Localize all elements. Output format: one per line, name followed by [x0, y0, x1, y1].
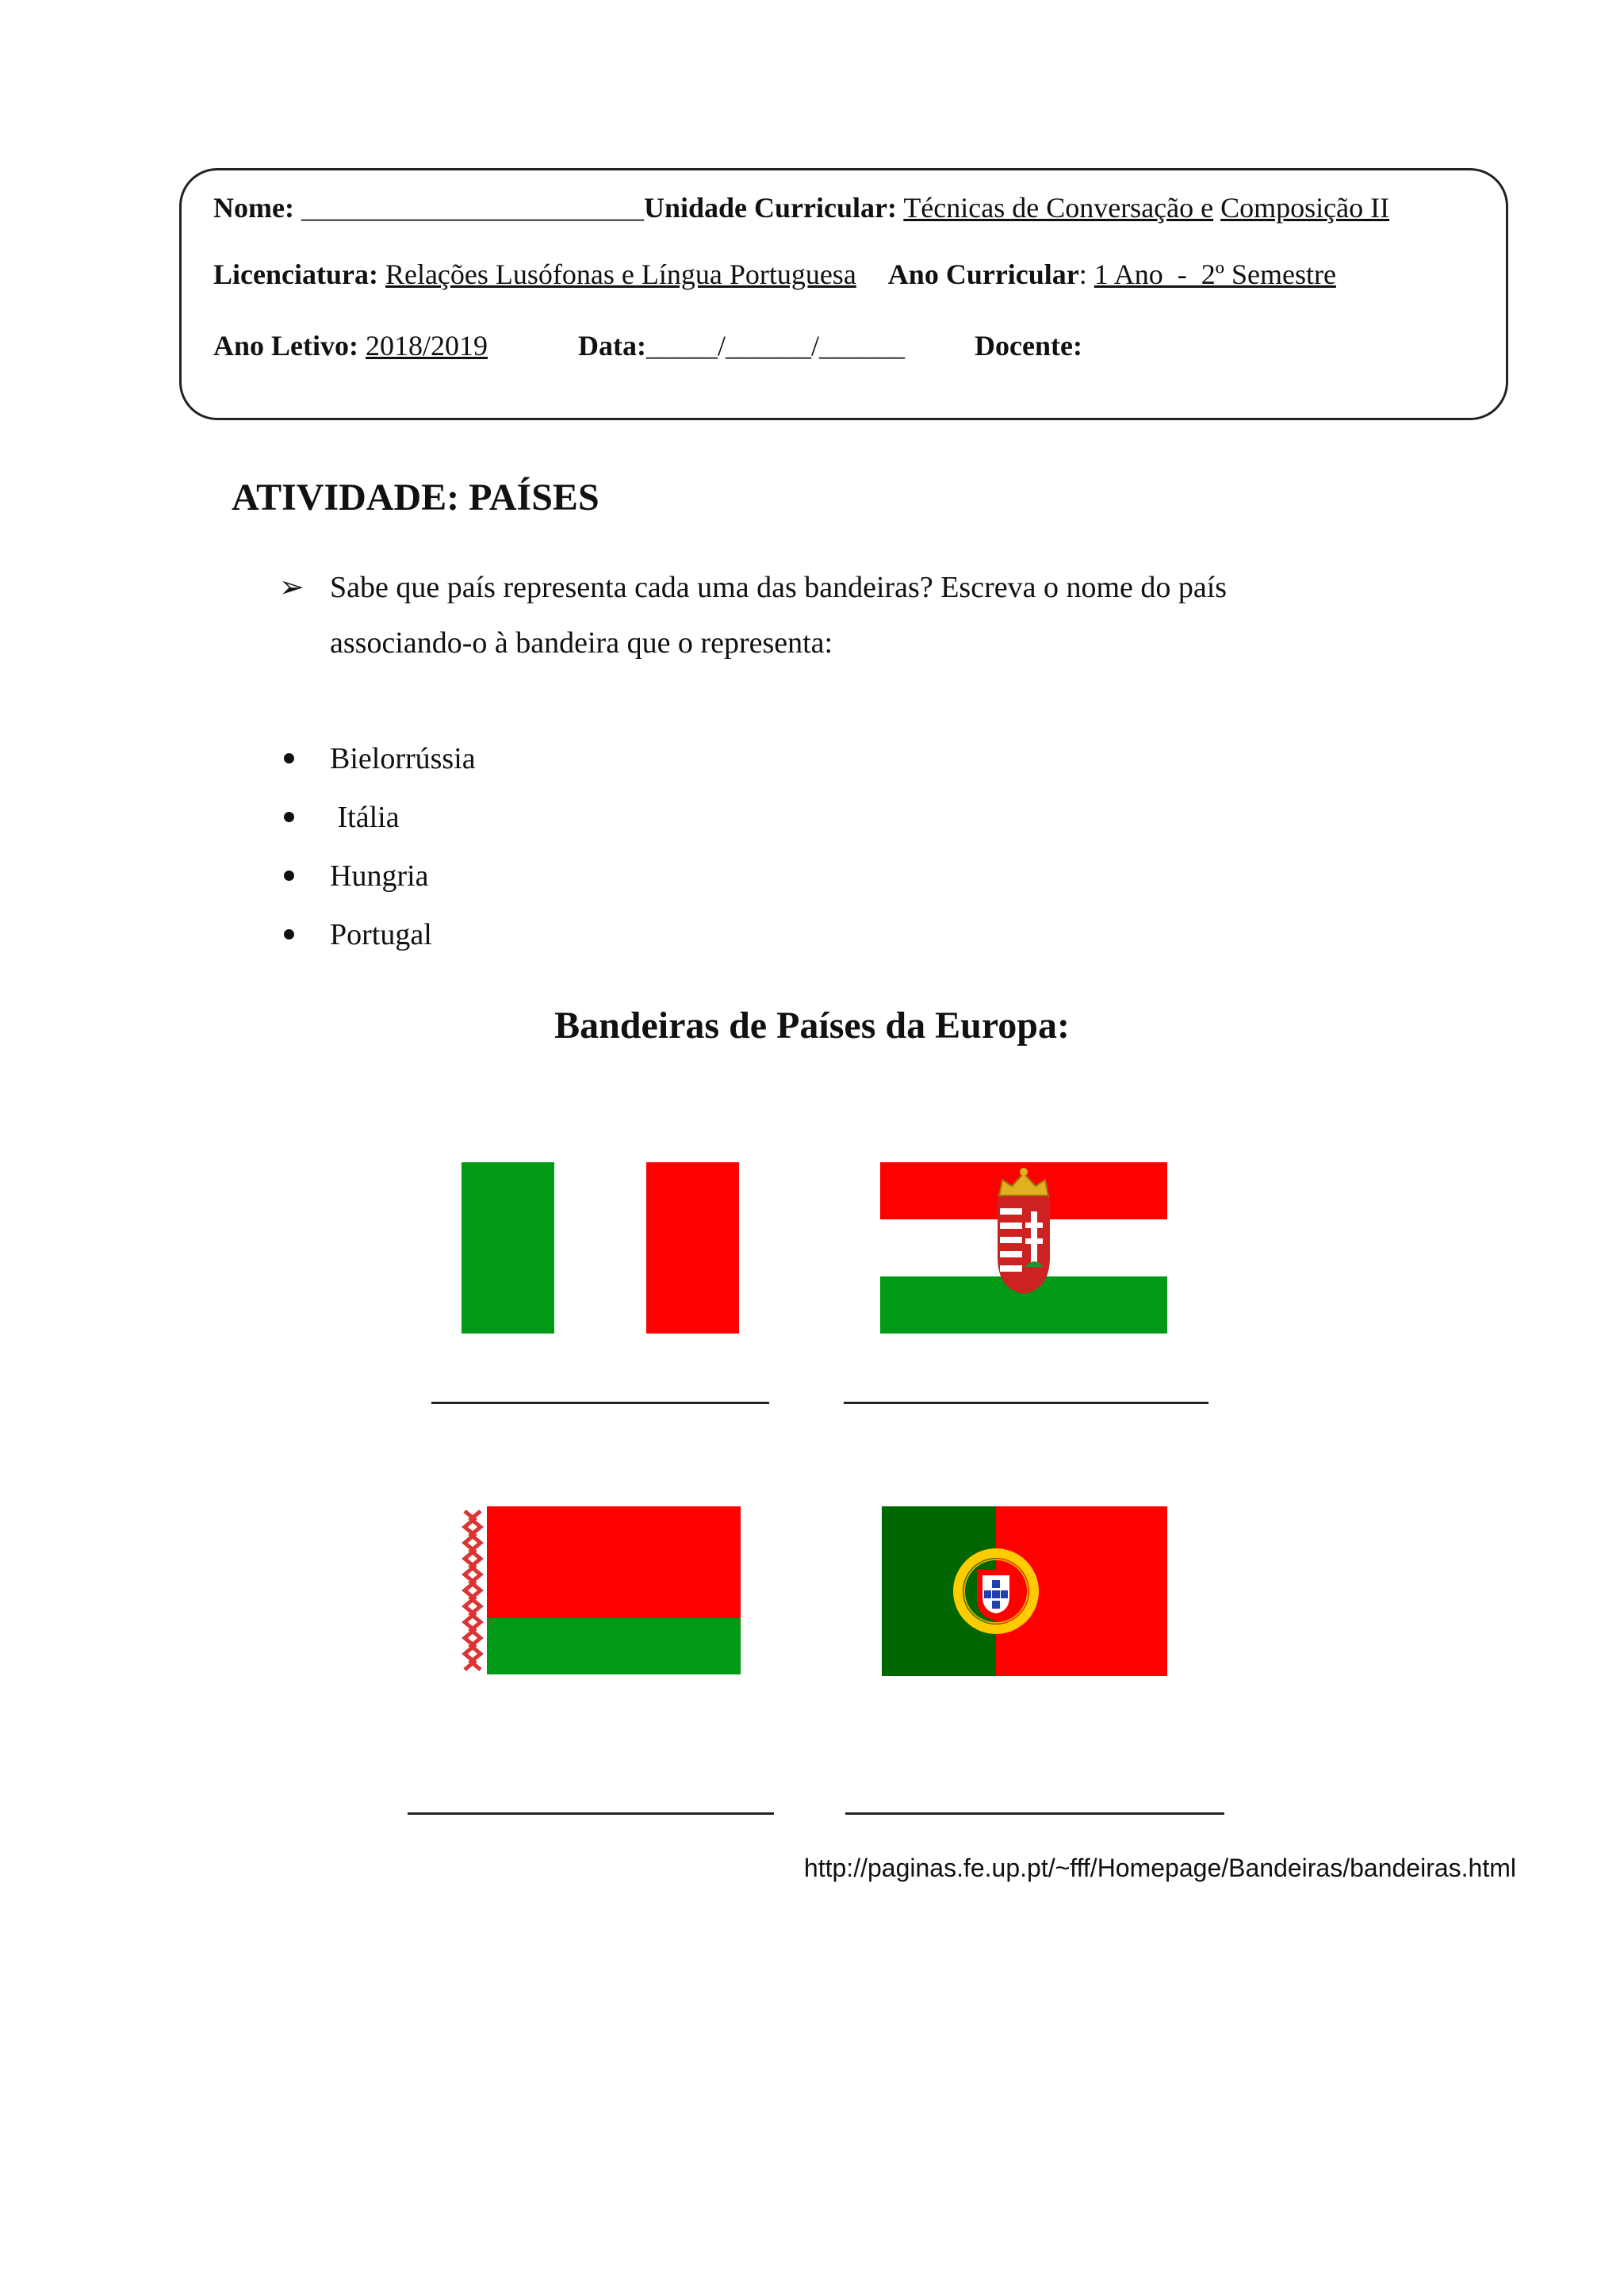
arrow-icon: ➢ — [279, 571, 304, 604]
header-box — [179, 168, 1508, 420]
degree-value: Relações Lusófonas e Língua Portuguesa — [385, 258, 856, 290]
bullet-icon — [284, 812, 294, 822]
source-url[interactable]: http://paginas.fe.up.pt/~fff/Homepage/Bandeiras/bandeiras.html — [803, 1854, 1516, 1882]
belarus-flag-icon — [458, 1506, 741, 1674]
activity-title: ATIVIDADE: PAÍSES — [232, 476, 599, 519]
country-name: Itália — [330, 801, 400, 834]
bullet-icon — [284, 871, 294, 881]
degree-label: Licenciatura: — [213, 258, 378, 290]
unit-label: Unidade Curricular: — [643, 192, 897, 224]
instruction — [279, 560, 1389, 671]
list-item — [279, 905, 476, 964]
school-year-label: Ano Letivo: — [213, 330, 358, 362]
name-blank[interactable]: ________________________ — [301, 192, 644, 224]
answer-line[interactable] — [431, 1402, 769, 1404]
teacher-label: Docente: — [975, 330, 1082, 362]
bullet-icon — [284, 753, 294, 763]
year-sep: : — [1078, 258, 1087, 290]
answer-line[interactable] — [845, 1812, 1224, 1815]
country-name: Hungria — [330, 859, 429, 893]
list-item — [279, 847, 476, 905]
hungary-flag-icon — [880, 1162, 1167, 1334]
answer-line[interactable] — [844, 1402, 1208, 1404]
list-item — [279, 729, 476, 788]
portugal-flag-icon — [882, 1506, 1167, 1676]
date-blank[interactable]: _____/______/______ — [646, 330, 906, 362]
country-name: Portugal — [330, 918, 432, 951]
italy-flag-icon — [462, 1162, 739, 1334]
unit-value-1: Técnicas de Conversação e — [903, 192, 1214, 224]
name-label: Nome: — [213, 192, 294, 224]
date-label: Data: — [578, 330, 646, 362]
instruction-text: Sabe que país representa cada uma das bandeiras? Escreva o nome do país associando-o à bandeira que o representa: — [330, 571, 1228, 660]
school-year-value: 2018/2019 — [366, 330, 488, 362]
bullet-icon — [284, 929, 294, 939]
header-row-name — [213, 191, 1389, 224]
unit-value-2: Composição II — [1220, 192, 1390, 224]
country-name: Bielorrússia — [330, 742, 476, 775]
country-list — [279, 729, 476, 964]
flags-title: Bandeiras de Países da Europa: — [554, 1004, 1070, 1047]
answer-line[interactable] — [408, 1812, 774, 1815]
header-row-school-year — [213, 329, 1082, 362]
header-row-degree — [213, 258, 1336, 291]
year-value: 1 Ano - 2º Semestre — [1094, 258, 1336, 290]
year-label: Ano Curricular — [887, 258, 1079, 290]
list-item — [279, 788, 476, 847]
